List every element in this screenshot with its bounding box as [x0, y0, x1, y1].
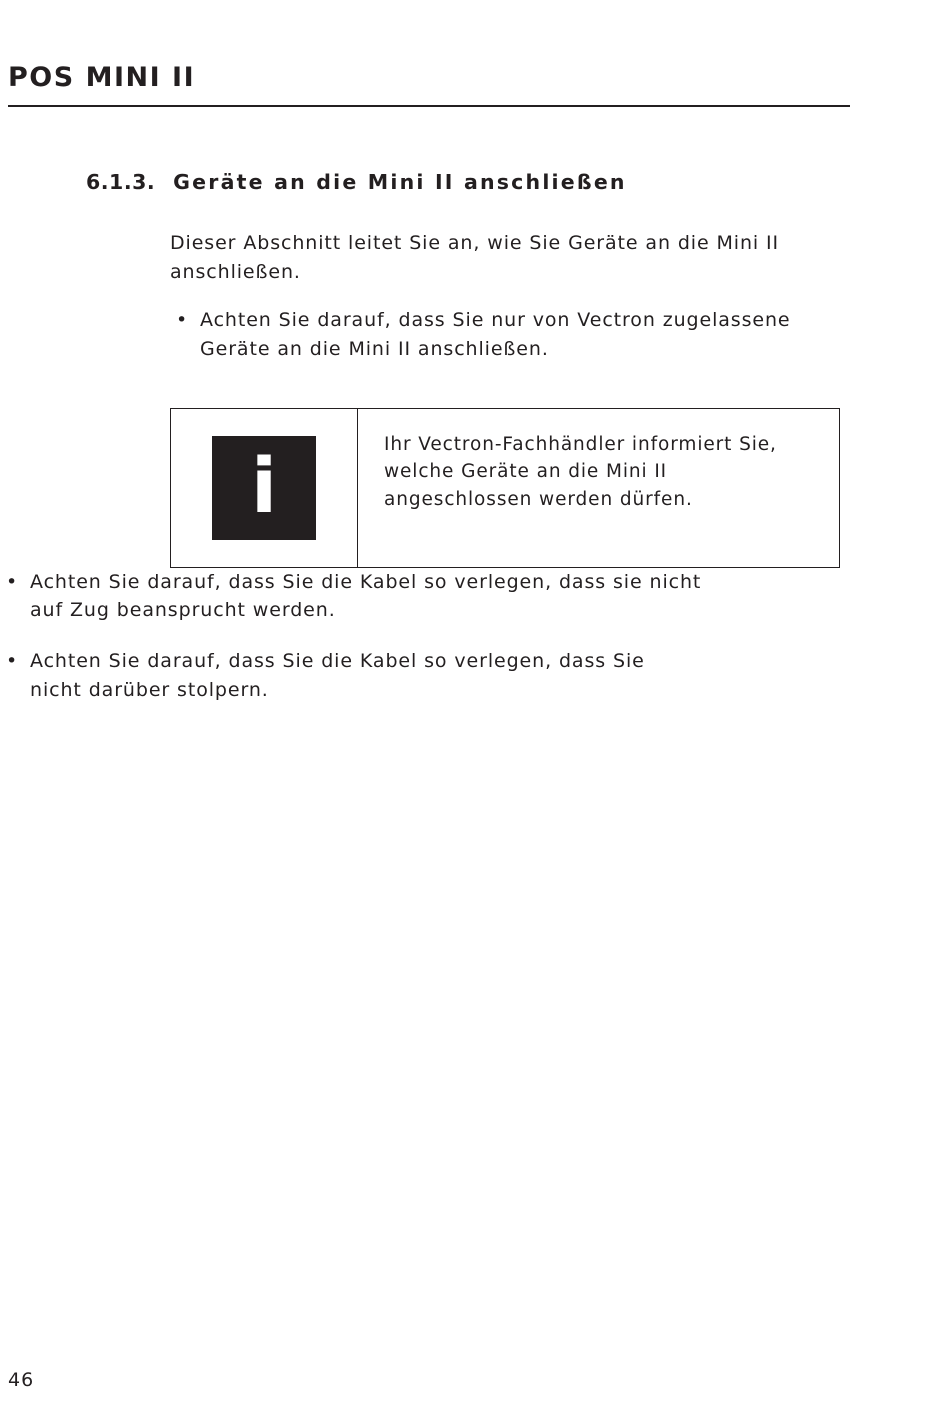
info-icon: i: [212, 436, 316, 540]
bullet-list-before-note: [170, 306, 840, 364]
list-item: [0, 647, 702, 705]
page-header: [0, 62, 950, 107]
list-item-text: Achten Sie darauf, dass Sie nur von Vectron zugelassene Geräte an die Mini II anschließen.: [200, 308, 791, 360]
note-icon-cell: [171, 409, 358, 567]
list-item: [170, 306, 840, 364]
list-item-text: Achten Sie darauf, dass Sie die Kabel so verlegen, dass Sie nicht darüber stolpern.: [30, 650, 645, 702]
bullet-marker-icon: •: [176, 308, 189, 331]
page-content: [0, 170, 950, 705]
page-number: 46: [8, 1369, 35, 1391]
intro-paragraph: Dieser Abschnitt leitet Sie an, wie Sie Geräte an die Mini II anschließen.: [170, 232, 780, 283]
note-text-cell: [358, 409, 839, 567]
section-title: Geräte an die Mini II anschließen: [173, 170, 627, 194]
note-text: Ihr Vectron-Fachhändler informiert Sie, welche Geräte an die Mini II angeschlossen werden dürfen.: [384, 433, 777, 510]
note-box: [170, 408, 840, 568]
bullet-marker-icon: •: [6, 570, 19, 593]
document-title: POS MINI II: [8, 62, 196, 93]
bullet-marker-icon: •: [6, 650, 19, 673]
section-heading: [0, 170, 950, 194]
bullet-list-after-note: [0, 568, 950, 706]
intro-block: [0, 229, 950, 364]
section-number: 6.1.3.: [86, 170, 156, 194]
header-divider: [8, 105, 850, 107]
list-item-text: Achten Sie darauf, dass Sie die Kabel so verlegen, dass sie nicht auf Zug beansprucht werden.: [30, 570, 702, 622]
list-item: [0, 568, 702, 626]
